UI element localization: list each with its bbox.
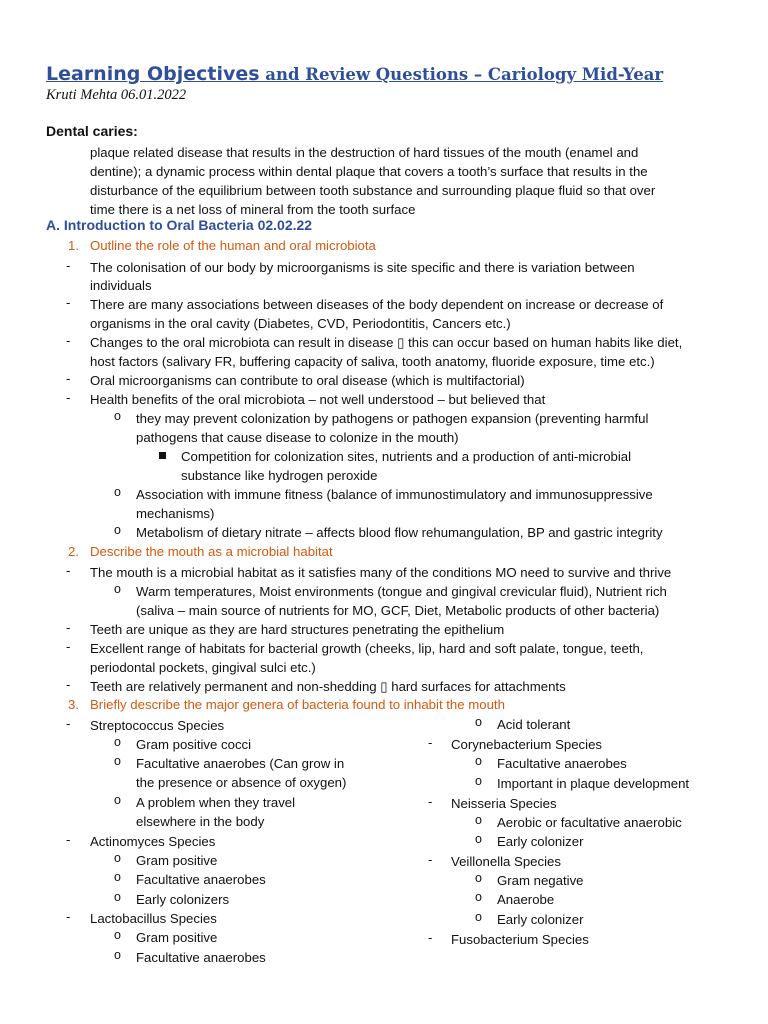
bullet-text: The colonisation of our body by microorganisms is site specific and there is variation between	[90, 260, 635, 275]
sub-sub-bullet-text: substance like hydrogen peroxide	[181, 468, 378, 483]
trait-text: the presence or absence of oxygen)	[136, 775, 347, 790]
genus-actinomyces: Actinomyces Species	[90, 834, 216, 849]
bullet-text: Teeth are unique as they are hard structures penetrating the epithelium	[90, 622, 505, 637]
sub-bullet-text: Association with immune fitness (balance of immunostimulatory and immunosuppressive	[136, 487, 653, 502]
genus-corynebacterium: Corynebacterium Species	[451, 737, 602, 752]
sub-bullet-text: Metabolism of dietary nitrate – affects blood flow rehumangulation, BP and gastric integrity	[136, 525, 663, 540]
circle-bullet: o	[114, 890, 121, 904]
circle-bullet: o	[475, 813, 482, 827]
bullet-text: Oral microorganisms can contribute to oral disease (which is multifactorial)	[90, 373, 525, 388]
dental-caries-heading: Dental caries:	[46, 123, 138, 139]
dash-bullet: -	[66, 371, 71, 386]
trait-text: Gram positive	[136, 853, 218, 868]
trait-text: Early colonizer	[497, 834, 584, 849]
circle-bullet: o	[475, 754, 482, 768]
question-1	[68, 238, 376, 253]
circle-bullet: o	[114, 409, 121, 423]
question-2	[68, 544, 333, 559]
definition-line: disturbance of the equilibrium between tooth substance and surrounding plaque fluid so that over	[90, 183, 656, 198]
dash-bullet: -	[66, 333, 71, 348]
genus-veillonella: Veillonella Species	[451, 854, 561, 869]
question-number: 1.	[68, 238, 79, 253]
trait-text: Important in plaque development	[497, 776, 690, 791]
bullet-text: periodontal pockets, gingival sulci etc.)	[90, 660, 316, 675]
question-number: 2.	[68, 544, 79, 559]
dash-bullet: -	[66, 639, 71, 654]
dash-bullet: -	[66, 832, 71, 847]
bullet-text: individuals	[90, 278, 152, 293]
title-rest: and Review Questions – Cariology Mid-Year	[259, 65, 664, 84]
bullet-text: Teeth are relatively permanent and non-shedding ▯ hard surfaces for attachments	[90, 679, 566, 694]
circle-bullet: o	[114, 793, 121, 807]
dash-bullet: -	[66, 390, 71, 405]
trait-text: Gram negative	[497, 873, 584, 888]
bullet-text: There are many associations between diseases of the body dependent on increase or decrease of	[90, 297, 664, 312]
genus-neisseria: Neisseria Species	[451, 796, 557, 811]
bullet-text: Changes to the oral microbiota can result in disease ▯ this can occur based on human habits like diet,	[90, 335, 683, 350]
genus-fusobacterium: Fusobacterium Species	[451, 932, 589, 947]
sub-bullet-text: pathogens that cause disease to colonize in the mouth)	[136, 430, 459, 445]
sub-sub-bullet-text: Competition for colonization sites, nutrients and a production of anti-microbial	[181, 449, 632, 464]
circle-bullet: o	[475, 715, 482, 729]
title-main: Learning Objectives	[46, 63, 260, 85]
dash-bullet: -	[428, 852, 433, 867]
trait-text: Acid tolerant	[497, 717, 571, 732]
question-text: Briefly describe the major genera of bacteria found to inhabit the mouth	[90, 697, 505, 712]
trait-text: elsewhere in the body	[136, 814, 265, 829]
circle-bullet: o	[114, 735, 121, 749]
circle-bullet: o	[475, 774, 482, 788]
question-text: Describe the mouth as a microbial habitat	[90, 544, 333, 559]
circle-bullet: o	[475, 832, 482, 846]
page-title	[46, 62, 663, 88]
trait-text: Aerobic or facultative anaerobic	[497, 815, 682, 830]
genus-streptococcus: Streptococcus Species	[90, 718, 225, 733]
bullet-text: organisms in the oral cavity (Diabetes, CVD, Periodontitis, Cancers etc.)	[90, 316, 511, 331]
definition-line: plaque related disease that results in the destruction of hard tissues of the mouth (enamel and	[90, 145, 639, 160]
trait-text: Anaerobe	[497, 892, 555, 907]
trait-text: A problem when they travel	[136, 795, 296, 810]
dash-bullet: -	[428, 735, 433, 750]
trait-text: Gram positive cocci	[136, 737, 252, 752]
question-number: 3.	[68, 697, 79, 712]
dash-bullet: -	[66, 716, 71, 731]
bullet-text: Health benefits of the oral microbiota – not well understood – but believed that	[90, 392, 546, 407]
section-a-heading: A. Introduction to Oral Bacteria 02.02.22	[46, 217, 313, 233]
dash-bullet: -	[66, 909, 71, 924]
author-date: Kruti Mehta 06.01.2022	[46, 87, 187, 103]
dash-bullet: -	[66, 620, 71, 635]
genus-lactobacillus: Lactobacillus Species	[90, 911, 217, 926]
circle-bullet: o	[114, 485, 121, 499]
circle-bullet: o	[114, 928, 121, 942]
trait-text: Facultative anaerobes (Can grow in	[136, 756, 345, 771]
question-text: Outline the role of the human and oral microbiota	[90, 238, 376, 253]
sub-bullet-text: they may prevent colonization by pathogens or pathogen expansion (preventing harmful	[136, 411, 649, 426]
definition-line: dentine); a dynamic process within dental plaque that covers a tooth’s surface that results in the	[90, 164, 648, 179]
dash-bullet: -	[66, 563, 71, 578]
circle-bullet: o	[114, 582, 121, 596]
circle-bullet: o	[114, 754, 121, 768]
circle-bullet: o	[114, 523, 121, 537]
bullet-text: Excellent range of habitats for bacterial growth (cheeks, lip, hard and soft palate, tongue, teeth,	[90, 641, 644, 656]
definition-line: time there is a net loss of mineral from the tooth surface	[90, 202, 416, 217]
trait-text: Facultative anaerobes	[136, 872, 266, 887]
square-bullet	[159, 452, 166, 459]
circle-bullet: o	[475, 871, 482, 885]
bullet-text: The mouth is a microbial habitat as it satisfies many of the conditions MO need to survive and thrive	[90, 565, 672, 580]
trait-text: Gram positive	[136, 930, 218, 945]
sub-bullet-text: (saliva – main source of nutrients for MO, GCF, Diet, Metabolic products of other bacteria)	[136, 603, 660, 618]
trait-text: Facultative anaerobes	[497, 756, 627, 771]
trait-text: Facultative anaerobes	[136, 950, 266, 965]
question-3	[68, 697, 505, 712]
circle-bullet: o	[475, 910, 482, 924]
circle-bullet: o	[475, 890, 482, 904]
dash-bullet: -	[66, 258, 71, 273]
dash-bullet: -	[428, 794, 433, 809]
dash-bullet: -	[66, 295, 71, 310]
dash-bullet: -	[428, 930, 433, 945]
sub-bullet-text: Warm temperatures, Moist environments (tongue and gingival crevicular fluid), Nutrient rich	[136, 584, 667, 599]
sub-bullet-text: mechanisms)	[136, 506, 215, 521]
circle-bullet: o	[114, 948, 121, 962]
circle-bullet: o	[114, 851, 121, 865]
trait-text: Early colonizer	[497, 912, 584, 927]
dash-bullet: -	[66, 677, 71, 692]
bullet-text: host factors (salivary FR, buffering capacity of saliva, tooth anatomy, fluoride exposure, time etc.)	[90, 354, 655, 369]
trait-text: Early colonizers	[136, 892, 230, 907]
circle-bullet: o	[114, 870, 121, 884]
